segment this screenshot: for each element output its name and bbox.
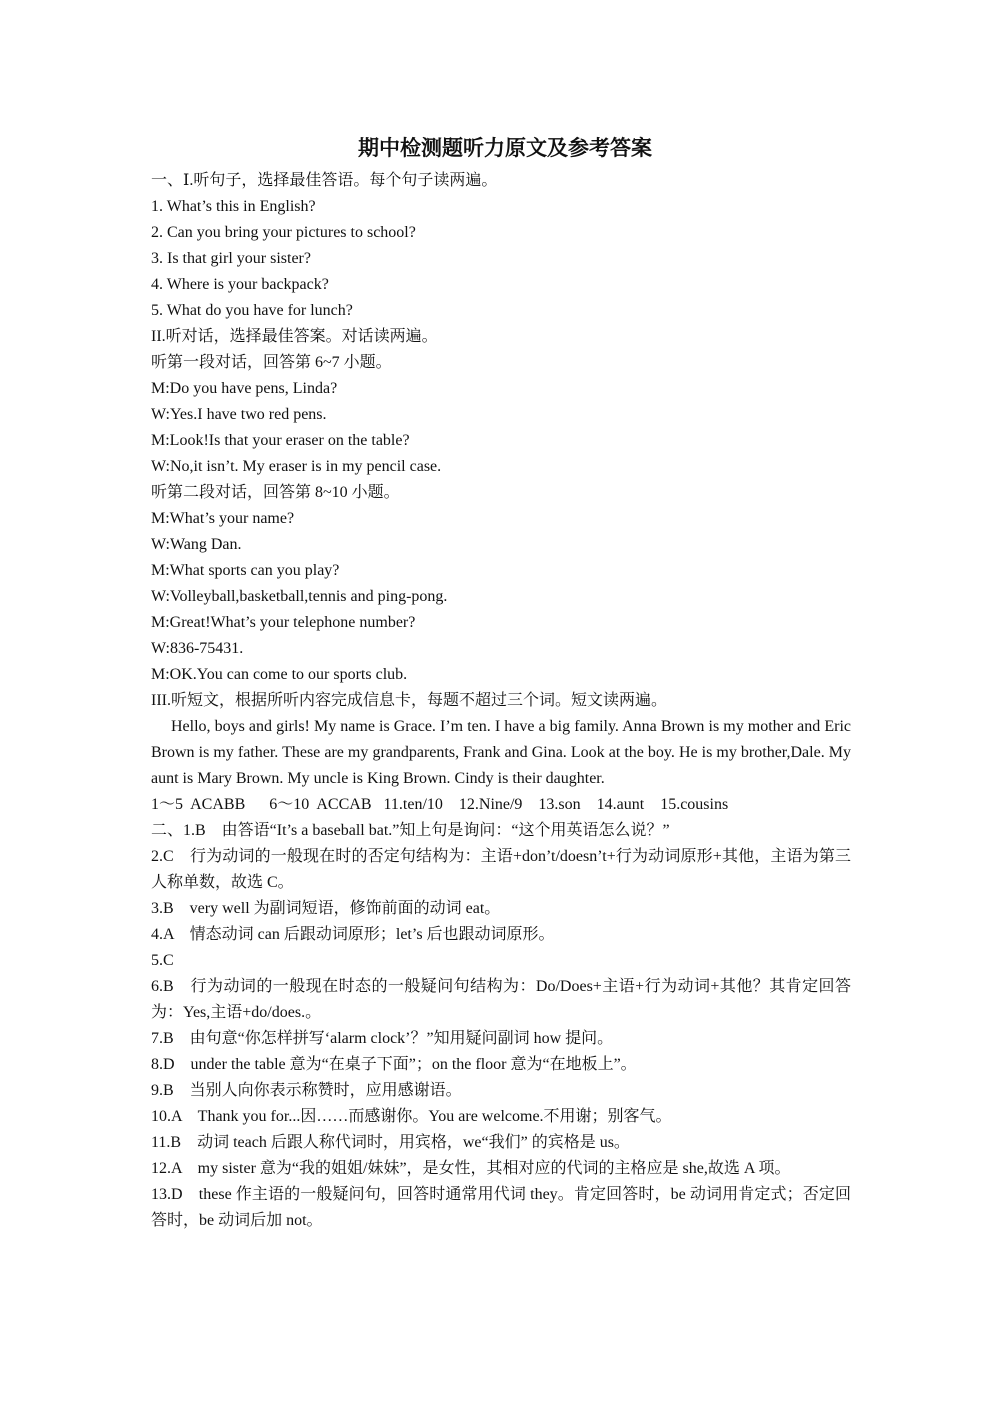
document-page <box>151 128 851 1234</box>
explanations <box>151 818 851 1234</box>
transcript-line: 5. What do you have for lunch? <box>151 302 353 319</box>
transcript-line: M:What sports can you play? <box>151 562 340 579</box>
section-heading: 一、Ⅰ.听句子，选择最佳答语。每个句子读两遍。 <box>151 172 498 189</box>
passage-text: Hello, boys and girls! My name is Grace. I’m ten. I have a big family. Anna Brown is my mother and Eric Brown is my father. These are my grandparents, Frank and Gina. Look at the boy. He is my brother,Dale. My aunt is Mary Brown. My uncle is King Brown. Cindy is their daughter. <box>151 718 851 787</box>
transcript-line: W:Wang Dan. <box>151 536 242 553</box>
explanation-item: 13.D these 作主语的一般疑问句，回答时通常用代词 they。肯定回答时，be 动词用肯定式；否定回答时，be 动词后加 not。 <box>151 1186 851 1229</box>
transcript-line: 听第二段对话，回答第 8~10 小题。 <box>151 484 400 501</box>
explanation-item: 3.B very well 为副词短语，修饰前面的动词 eat。 <box>151 900 501 917</box>
transcript-line: W:836-75431. <box>151 640 244 657</box>
explanation-item: 2.C 行为动词的一般现在时的否定句结构为：主语+don’t/doesn’t+行为动词原形+其他，主语为第三人称单数，故选 C。 <box>151 848 851 891</box>
section-heading: III.听短文，根据所听内容完成信息卡，每题不超过三个词。短文读两遍。 <box>151 692 667 709</box>
transcript-line: 2. Can you bring your pictures to school? <box>151 224 416 241</box>
transcript-line: W:No,it isn’t. My eraser is in my pencil case. <box>151 458 442 475</box>
section-heading: II.听对话，选择最佳答案。对话读两遍。 <box>151 328 438 345</box>
explanation-item: 11.B 动词 teach 后跟人称代词时，用宾格，we“我们” 的宾格是 us。 <box>151 1134 630 1151</box>
listening-transcript <box>151 168 851 714</box>
answer-key: 1～5 ACABB 6～10 ACCAB 11.ten/10 12.Nine/9 13.son 14.aunt 15.cousins <box>151 796 729 813</box>
explanation-item: 二、1.B 由答语“It’s a baseball bat.”知上句是询问：“这个用英语怎么说？” <box>151 822 670 839</box>
transcript-line: 3. Is that girl your sister? <box>151 250 311 267</box>
page-title: 期中检测题听力原文及参考答案 <box>358 136 652 160</box>
explanation-item: 7.B 由句意“你怎样拼写‘alarm clock’？”知用疑问副词 how 提问。 <box>151 1030 614 1047</box>
transcript-line: 4. Where is your backpack? <box>151 276 329 293</box>
transcript-line: W:Volleyball,basketball,tennis and ping-pong. <box>151 588 448 605</box>
transcript-line: M:Look!Is that your eraser on the table? <box>151 432 410 449</box>
transcript-line: M:OK.You can come to our sports club. <box>151 666 408 683</box>
explanation-item: 4.A 情态动词 can 后跟动词原形；let’s 后也跟动词原形。 <box>151 926 555 943</box>
transcript-line: M:What’s your name? <box>151 510 295 527</box>
explanation-item: 5.C <box>151 952 174 969</box>
explanation-item: 9.B 当别人向你表示称赞时，应用感谢语。 <box>151 1082 462 1099</box>
transcript-line: W:Yes.I have two red pens. <box>151 406 327 423</box>
explanation-item: 12.A my sister 意为“我的姐姐/妹妹”，是女性，其相对应的代词的主格应是 she,故选 A 项。 <box>151 1160 791 1177</box>
transcript-line: 1. What’s this in English? <box>151 198 316 215</box>
explanation-item: 10.A Thank you for...因……而感谢你。You are welcome.不用谢；别客气。 <box>151 1108 672 1125</box>
transcript-line: M:Do you have pens, Linda? <box>151 380 338 397</box>
explanation-item: 8.D under the table 意为“在桌子下面”；on the floor 意为“在地板上”。 <box>151 1056 637 1073</box>
transcript-line: M:Great!What’s your telephone number? <box>151 614 416 631</box>
explanation-item: 6.B 行为动词的一般现在时态的一般疑问句结构为：Do/Does+主语+行为动词+其他？其肯定回答为：Yes,主语+do/does.。 <box>151 978 851 1021</box>
transcript-line: 听第一段对话，回答第 6~7 小题。 <box>151 354 392 371</box>
